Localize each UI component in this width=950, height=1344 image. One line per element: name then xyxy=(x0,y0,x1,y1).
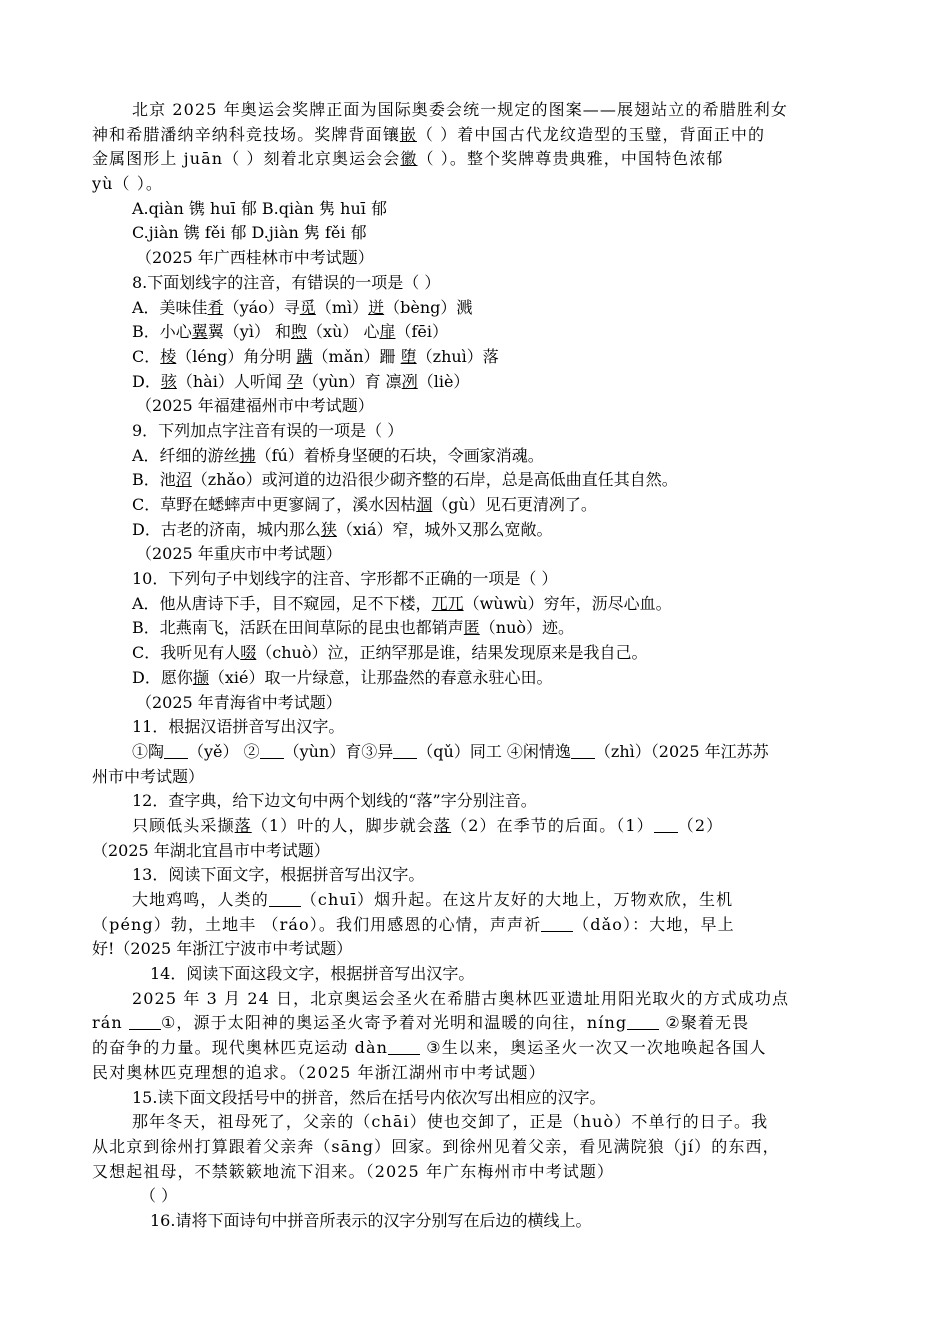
text-line xyxy=(92,1184,862,1209)
text-segment: （yě） ② xyxy=(188,741,260,761)
text-segment: （yáo）寻 xyxy=(223,297,300,317)
text-segment: A．纤细的游丝 xyxy=(132,445,240,465)
text-segment: （fēi） xyxy=(395,322,448,342)
text-segment: （nuò）迹。 xyxy=(479,618,575,638)
text-segment: （liè） xyxy=(417,371,470,391)
text-segment: B．北燕南飞，活跃在田间草际的昆虫也都销声 xyxy=(132,618,464,638)
text-segment: D．古老的济南，城内那么 xyxy=(132,519,321,539)
text-segment: （2） xyxy=(677,815,724,835)
answer-blank[interactable] xyxy=(541,915,573,932)
text-line xyxy=(92,468,862,493)
text-line xyxy=(92,345,862,370)
text-line xyxy=(92,765,862,790)
underlined-char: 兀兀 xyxy=(431,593,464,613)
text-segment: C.jiàn 镌 fěi 郁 D.jiàn 隽 fěi 郁 xyxy=(132,223,367,243)
text-segment: 8.下面划线字的注音，有错误的一项是（ ） xyxy=(132,272,441,292)
underlined-char: 孕 xyxy=(286,371,303,391)
text-segment: （2025 年湖北宜昌市中考试题） xyxy=(92,840,330,860)
text-segment: （léng）角分明 xyxy=(176,346,297,366)
text-segment: （xié）取一片绿意，让那盎然的春意永驻心田。 xyxy=(208,667,553,687)
underlined-char: 觅 xyxy=(299,297,316,317)
text-line xyxy=(92,567,862,592)
text-segment: 好!（2025 年浙江宁波市中考试题） xyxy=(92,939,353,959)
underlined-char: 匿 xyxy=(463,618,480,638)
text-line xyxy=(92,493,862,518)
text-segment: （fú）着桥身坚硬的石块，令画家消魂。 xyxy=(255,445,544,465)
underlined-char: 扉 xyxy=(379,322,396,342)
text-segment: （1）叶的人，脚步就会 xyxy=(251,815,434,835)
text-line xyxy=(92,715,862,740)
text-segment: A．美味佳 xyxy=(132,297,208,317)
text-line xyxy=(92,394,862,419)
text-segment: 又想起祖母，不禁簌簌地流下泪来。（2025 年广东梅州市中考试题） xyxy=(92,1161,615,1181)
text-segment: （zhǎo）或河道的边沿很少砌齐整的石岸，总是高低曲直任其自然。 xyxy=(191,470,678,490)
text-line xyxy=(92,1209,862,1234)
underlined-char: 肴 xyxy=(207,297,224,317)
text-segment: （ ）着中国古代龙纹造型的玉璧，背面正中的 xyxy=(416,124,766,144)
text-segment: （mì） xyxy=(315,297,369,317)
text-segment: 2025 年 3 月 24 日，北京奥运会圣火在希腊古奥林匹亚遗址用阳光取火的方式成功点 xyxy=(132,988,790,1008)
text-line xyxy=(92,444,862,469)
text-line xyxy=(92,197,862,222)
text-line xyxy=(92,592,862,617)
text-segment: （2）在季节的后面。（1） xyxy=(451,815,654,835)
text-line xyxy=(92,839,862,864)
answer-blank[interactable] xyxy=(164,742,188,759)
answer-blank[interactable] xyxy=(393,742,417,759)
underlined-char: 棱 xyxy=(160,346,177,366)
text-segment: 15.读下面文段括号中的拼音，然后在括号内依次写出相应的汉字。 xyxy=(132,1087,606,1107)
answer-blank[interactable] xyxy=(627,1013,659,1030)
text-segment: （zhuì）落 xyxy=(416,346,499,366)
text-segment: （qǔ）同工 ④闲情逸 xyxy=(417,741,571,761)
text-line xyxy=(92,814,862,839)
text-line xyxy=(92,1061,862,1086)
text-segment: B．小心 xyxy=(132,322,192,342)
text-line xyxy=(92,172,862,197)
text-segment: （2025 年福建福州市中考试题） xyxy=(136,396,374,416)
text-segment: （xù） 心 xyxy=(307,322,380,342)
underlined-char: 堕 xyxy=(400,346,417,366)
answer-blank[interactable] xyxy=(388,1038,420,1055)
text-line xyxy=(92,740,862,765)
text-line xyxy=(92,1036,862,1061)
text-segment: 的奋争的力量。现代奥林匹克运动 dàn xyxy=(92,1038,389,1058)
underlined-char: 煦 xyxy=(291,322,308,342)
text-segment: （xiá）窄，城外又那么宽敞。 xyxy=(336,519,553,539)
text-segment: A.qiàn 镌 huī 郁 B.qiàn 隽 huī 郁 xyxy=(132,198,387,218)
text-segment: （chuī）烟升起。在这片友好的大地上，万物欢欣，生机 xyxy=(300,890,734,909)
text-segment: （hài）人听闻 xyxy=(176,371,287,391)
underlined-char: 迸 xyxy=(368,297,385,317)
text-line xyxy=(92,863,862,888)
underlined-char: 嵌 xyxy=(399,124,417,144)
text-line xyxy=(92,1160,862,1185)
text-line xyxy=(92,370,862,395)
text-segment: 北京 2025 年奥运会奖牌正面为国际奥委会统一规定的图案——展翅站立的希腊胜利女 xyxy=(132,100,788,119)
text-segment: 11．根据汉语拼音写出汉字。 xyxy=(132,717,345,737)
text-segment: C． xyxy=(132,346,161,366)
document-body xyxy=(92,98,862,1234)
text-segment: （2025 年青海省中考试题） xyxy=(136,692,342,712)
underlined-char: 拂 xyxy=(239,445,256,465)
text-line xyxy=(92,518,862,543)
underlined-char: 徽 xyxy=(400,149,418,169)
text-segment: D．愿你 xyxy=(132,667,193,687)
text-segment: 大地鸡鸣，人类的 xyxy=(132,890,269,909)
text-line xyxy=(92,419,862,444)
answer-blank[interactable] xyxy=(571,742,595,759)
underlined-char: 狭 xyxy=(320,519,337,539)
text-segment: 神和希腊潘纳辛纳科竞技场。奖牌背面镶 xyxy=(92,124,400,144)
text-segment: C．草野在蟋蟀声中更寥阔了，溪水因枯 xyxy=(132,495,417,514)
text-line xyxy=(92,221,862,246)
text-segment: （péng）勃，土地丰 （ráo）。我们用感恩的心情，声声祈 xyxy=(92,914,542,934)
text-segment: 9．下列加点字注音有误的一项是（ ） xyxy=(132,420,404,440)
underlined-char: 骇 xyxy=(160,371,177,391)
text-line xyxy=(92,542,862,567)
text-line xyxy=(92,296,862,321)
text-line xyxy=(92,147,862,172)
answer-blank[interactable] xyxy=(269,890,301,907)
text-line xyxy=(92,937,862,962)
text-line xyxy=(92,666,862,691)
text-segment: （bèng）溅 xyxy=(384,297,473,317)
text-segment: （gù）见石更清冽了。 xyxy=(432,495,597,514)
text-line xyxy=(92,641,862,666)
text-segment: 12．查字典，给下边文句中两个划线的“落”字分别注音。 xyxy=(132,791,537,811)
underlined-char: 落 xyxy=(434,815,452,835)
text-line xyxy=(92,913,862,938)
text-segment: 13．阅读下面文字，根据拼音写出汉字。 xyxy=(132,865,425,885)
text-line xyxy=(92,271,862,296)
text-segment: ①陶 xyxy=(132,741,165,761)
text-line xyxy=(92,320,862,345)
text-segment: 民对奥林匹克理想的追求。（2025 年浙江湖州市中考试题） xyxy=(92,1062,546,1082)
text-segment: 14．阅读下面这段文字，根据拼音写出汉字。 xyxy=(150,964,475,984)
text-line xyxy=(92,246,862,271)
text-segment: yù（ ）。 xyxy=(92,174,164,194)
text-segment: （wùwù）穷年，沥尽心血。 xyxy=(463,593,672,613)
text-segment: 州市中考试题） xyxy=(92,766,205,786)
text-segment: A．他从唐诗下手，目不窥园，足不下楼， xyxy=(132,593,432,613)
text-line xyxy=(92,888,862,913)
text-segment: 只顾低头采撷 xyxy=(132,815,235,835)
answer-blank[interactable] xyxy=(654,816,678,833)
text-segment: （2025 年广西桂林市中考试题） xyxy=(136,248,374,268)
text-line xyxy=(92,616,862,641)
text-segment: （mǎn）跚 xyxy=(312,346,401,366)
text-line xyxy=(92,1135,862,1160)
text-line xyxy=(92,1011,862,1036)
text-segment: （zhì）（2025 年江苏苏 xyxy=(594,741,769,761)
text-segment: ②聚着无畏 xyxy=(659,1013,750,1033)
text-segment: （yùn）育③异 xyxy=(283,741,394,761)
text-segment: 10．下列句子中划线字的注音、字形都不正确的一项是（ ） xyxy=(132,569,558,589)
underlined-char: 啜 xyxy=(240,643,257,663)
text-segment: （yùn）育 凛 xyxy=(302,371,402,391)
answer-blank[interactable] xyxy=(260,742,284,759)
text-segment: （ ） xyxy=(140,1186,178,1206)
text-segment: 那年冬天，祖母死了，父亲的（chāi）使也交卸了，正是（huò）不单行的日子。我 xyxy=(132,1112,769,1132)
text-segment: ③生以来，奥运圣火一次又一次地唤起各国人 xyxy=(420,1038,767,1058)
underlined-char: 涸 xyxy=(416,495,433,514)
text-line xyxy=(92,1110,862,1135)
underlined-char: 沼 xyxy=(175,470,192,490)
underlined-char: 蹒 xyxy=(296,346,313,366)
underlined-char: 落 xyxy=(234,815,252,835)
text-segment: ①，源于太阳神的奥运圣火寄予着对光明和温暖的向往，níng xyxy=(160,1013,628,1033)
text-segment: 从北京到徐州打算跟着父亲奔（sāng）回家。到徐州见着父亲，看见满院狼（jí）的东西， xyxy=(92,1136,780,1156)
text-line xyxy=(92,98,862,123)
text-segment: （2025 年重庆市中考试题） xyxy=(136,544,342,564)
text-line xyxy=(92,1086,862,1111)
underlined-char: 翼 xyxy=(191,322,208,342)
text-line xyxy=(92,789,862,814)
answer-blank[interactable] xyxy=(129,1013,161,1030)
text-line xyxy=(92,962,862,987)
text-segment: B．池 xyxy=(132,470,176,490)
text-segment: D． xyxy=(132,371,161,391)
text-segment: （dǎo）：大地，早上 xyxy=(573,914,735,934)
text-segment: 翼（yì） 和 xyxy=(207,322,292,342)
text-segment: 16.请将下面诗句中拼音所表示的汉字分别写在后边的横线上。 xyxy=(150,1210,592,1230)
text-line xyxy=(92,123,862,148)
text-segment: 金属图形上 juān（ ）刻着北京奥运会会 xyxy=(92,149,401,169)
underlined-char: 冽 xyxy=(401,371,418,391)
text-segment: C．我听见有人 xyxy=(132,643,241,663)
text-segment: （chuò）泣，正纳罕那是谁，结果发现原来是我自己。 xyxy=(256,643,648,663)
text-line xyxy=(92,691,862,716)
underlined-char: 撷 xyxy=(192,667,209,687)
text-segment: rán xyxy=(92,1013,129,1033)
text-line xyxy=(92,987,862,1012)
text-segment: （ ）。整个奖牌尊贵典雅，中国特色浓郁 xyxy=(417,149,724,169)
